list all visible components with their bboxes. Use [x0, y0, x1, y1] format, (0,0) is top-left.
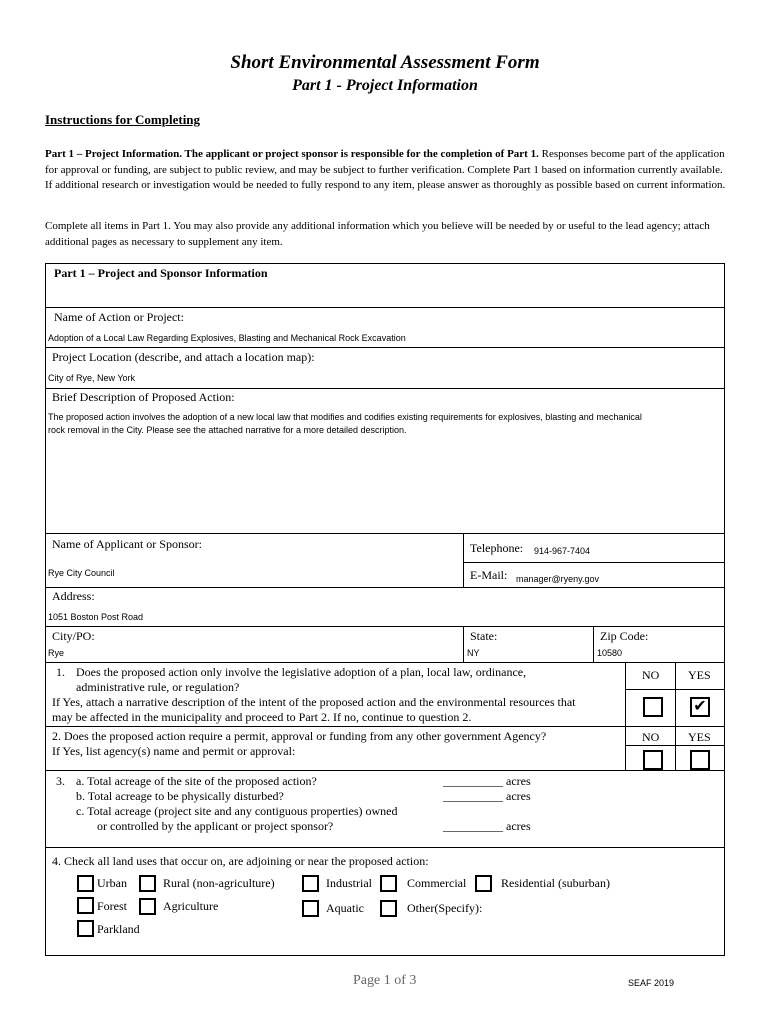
instructions-heading: Instructions for Completing [45, 112, 201, 127]
divider [45, 307, 725, 308]
acreage-site-field[interactable]: __________ acres [443, 774, 531, 788]
question-1-text: Does the proposed action only involve the legislative adoption of a plan, local law, ordinance, [76, 665, 527, 679]
divider [45, 662, 725, 663]
parkland-label: Parkland [97, 922, 140, 936]
section-title: Part 1 – Project and Sponsor Information [54, 266, 268, 280]
acreage-disturbed-field[interactable]: __________ acres [443, 789, 531, 803]
applicant-field[interactable]: Rye City Council [48, 568, 115, 578]
q1-no-checkbox[interactable] [643, 697, 663, 717]
zip-label: Zip Code: [600, 629, 649, 643]
q2-no-checkbox[interactable] [643, 750, 663, 770]
telephone-label: Telephone: [470, 541, 524, 555]
divider [45, 770, 725, 771]
divider [463, 533, 464, 587]
divider [463, 562, 725, 563]
address-label: Address: [52, 589, 95, 603]
agriculture-checkbox[interactable] [139, 898, 156, 915]
divider [45, 847, 725, 848]
description-field-line-1[interactable]: The proposed action involves the adoption of a new local law that modifies and codifies existing requirements for explosives, blasting and mechanical [48, 412, 642, 422]
divider [45, 626, 725, 627]
divider [45, 388, 725, 389]
question-4-text: 4. Check all land uses that occur on, are adjoining or near the proposed action: [52, 854, 429, 868]
email-field[interactable]: manager@ryeny.gov [516, 574, 600, 584]
email-label: E-Mail: [470, 568, 508, 582]
urban-label: Urban [97, 876, 127, 890]
question-2-subtext: If Yes, list agency(s) name and permit or approval: [52, 744, 296, 758]
other-label: Other(Specify): [407, 901, 483, 915]
aquatic-label: Aquatic [326, 901, 364, 915]
city-label: City/PO: [52, 629, 95, 643]
divider [625, 689, 725, 690]
zip-field[interactable]: 10580 [597, 648, 623, 658]
name-of-action-field[interactable]: Adoption of a Local Law Regarding Explosives, Blasting and Mechanical Rock Excavation [48, 333, 406, 343]
question-2-text: 2. Does the proposed action require a permit, approval or funding from any other government Agency? [52, 729, 547, 743]
industrial-checkbox[interactable] [302, 875, 319, 892]
divider [625, 745, 725, 746]
instructions-paragraph-2: Complete all items in Part 1. You may also provide any additional information which you believe will be needed by or useful to the lead agency; attach additional pages as necessary to supplement any item. [45, 220, 710, 248]
question-3a-text: a. Total acreage of the site of the proposed action? [76, 774, 317, 788]
parkland-checkbox[interactable] [77, 920, 94, 937]
project-location-label: Project Location (describe, and attach a location map): [52, 350, 315, 364]
divider [45, 347, 725, 348]
form-subtitle: Part 1 - Project Information [292, 77, 478, 94]
commercial-label: Commercial [407, 876, 467, 890]
instructions-paragraph-1 [45, 147, 727, 194]
q1-yes-checkbox[interactable] [690, 697, 710, 717]
other-checkbox[interactable] [380, 900, 397, 917]
q1-no-label: NO [642, 668, 660, 682]
divider [45, 726, 725, 727]
q1-yes-label: YES [688, 668, 711, 682]
commercial-checkbox[interactable] [380, 875, 397, 892]
rural-label: Rural (non-agriculture) [163, 876, 275, 890]
divider [675, 662, 676, 770]
form-code: SEAF 2019 [628, 978, 675, 988]
rural-checkbox[interactable] [139, 875, 156, 892]
q2-yes-label: YES [688, 730, 711, 744]
question-3c-text-1: c. Total acreage (project site and any contiguous properties) owned [76, 804, 398, 818]
divider [45, 587, 725, 588]
form-table [45, 263, 725, 956]
question-1-subtext-1: If Yes, attach a narrative description of the intent of the proposed action and the environmental resources that [52, 695, 576, 709]
applicant-label: Name of Applicant or Sponsor: [52, 537, 202, 551]
question-3c-text-2: or controlled by the applicant or project sponsor? [97, 819, 334, 833]
address-field[interactable]: 1051 Boston Post Road [48, 612, 144, 622]
acreage-owned-field[interactable]: __________ acres [443, 819, 531, 833]
urban-checkbox[interactable] [77, 875, 94, 892]
page-number: Page 1 of 3 [353, 973, 417, 988]
question-3b-text: b. Total acreage to be physically disturbed? [76, 789, 284, 803]
question-3-number: 3. [56, 774, 65, 788]
form-title: Short Environmental Assessment Form [230, 52, 540, 73]
instructions-para1-rest: Responses become part of the application for approval or funding, are subject to public review, and may be subject to further verification. Complete Part 1 based on information currently available. If additional research or investigation would be needed to fully respond to any item, please answer as thoroughly as possible based on current information. [45, 148, 726, 191]
divider [625, 662, 626, 770]
forest-label: Forest [97, 899, 127, 913]
agriculture-label: Agriculture [163, 899, 219, 913]
check-icon: ✔ [693, 698, 707, 715]
q2-yes-checkbox[interactable] [690, 750, 710, 770]
telephone-field[interactable]: 914-967-7404 [534, 546, 591, 556]
city-field[interactable]: Rye [48, 648, 65, 658]
divider [45, 533, 725, 534]
description-field-line-2[interactable]: rock removal in the City. Please see the attached narrative for a more detailed description. [48, 425, 407, 435]
question-1-number: 1. [56, 665, 65, 679]
state-field[interactable]: NY [467, 648, 480, 658]
question-1-subtext-2: may be affected in the municipality and proceed to Part 2. If no, continue to question 2. [52, 710, 472, 724]
project-location-field[interactable]: City of Rye, New York [48, 373, 136, 383]
divider [593, 626, 594, 662]
instructions-para1-bold: Part 1 – Project Information. The applicant or project sponsor is responsible for the completion of Part 1. [45, 148, 539, 160]
divider [463, 626, 464, 662]
state-label: State: [470, 629, 498, 643]
question-1-text-2: administrative rule, or regulation? [76, 680, 240, 694]
residential-checkbox[interactable] [475, 875, 492, 892]
name-of-action-label: Name of Action or Project: [54, 310, 184, 324]
aquatic-checkbox[interactable] [302, 900, 319, 917]
industrial-label: Industrial [326, 876, 372, 890]
q2-no-label: NO [642, 730, 660, 744]
residential-label: Residential (suburban) [501, 876, 610, 890]
forest-checkbox[interactable] [77, 897, 94, 914]
description-label: Brief Description of Proposed Action: [52, 390, 235, 404]
